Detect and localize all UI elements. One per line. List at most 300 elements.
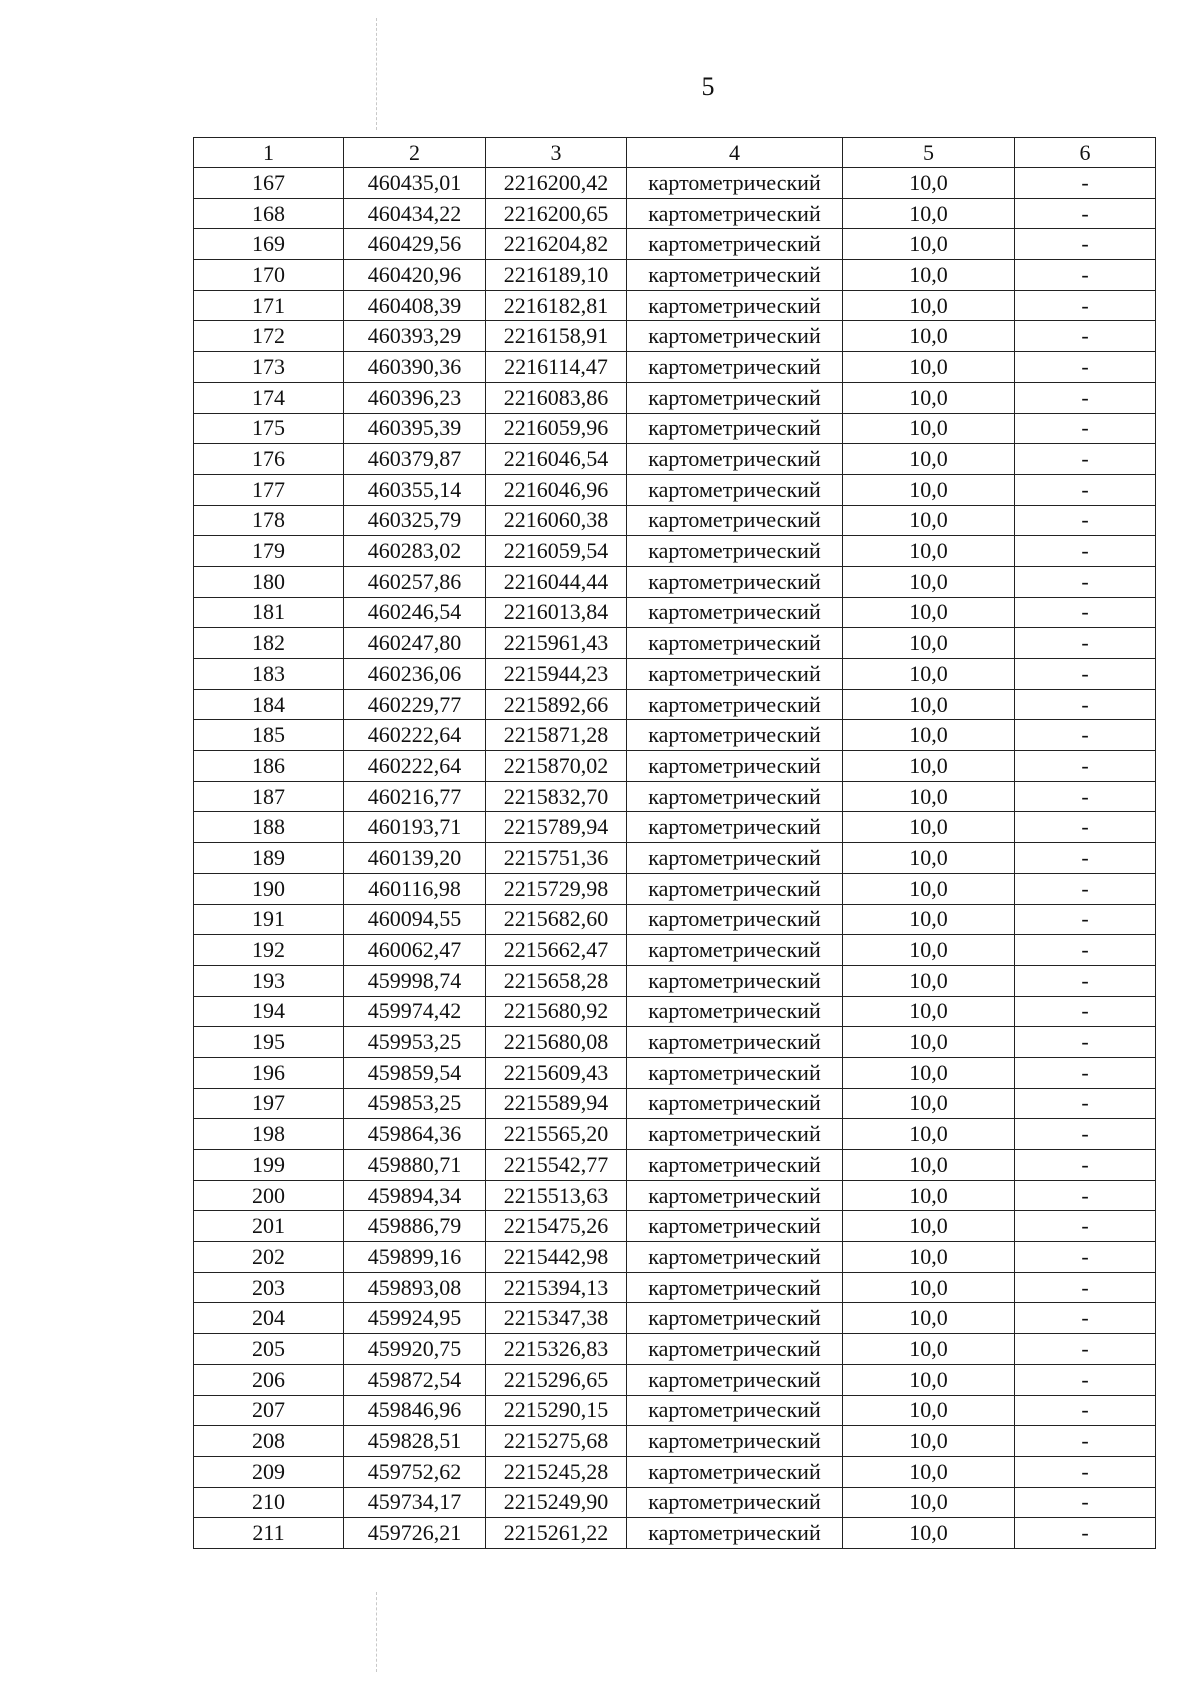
- table-row: [194, 1211, 1156, 1242]
- point-number-cell: 194: [194, 996, 344, 1027]
- x-coordinate-cell: 460216,77: [344, 781, 486, 812]
- note-cell: -: [1015, 1211, 1156, 1242]
- note-cell: -: [1015, 628, 1156, 659]
- point-number-cell: 190: [194, 873, 344, 904]
- point-number-cell: 197: [194, 1088, 344, 1119]
- point-number-cell: 183: [194, 659, 344, 690]
- x-coordinate-cell: 460283,02: [344, 536, 486, 567]
- table-row: [194, 1456, 1156, 1487]
- y-coordinate-cell: 2216044,44: [486, 566, 627, 597]
- y-coordinate-cell: 2216083,86: [486, 382, 627, 413]
- table-row: [194, 1057, 1156, 1088]
- y-coordinate-cell: 2216204,82: [486, 229, 627, 260]
- note-cell: -: [1015, 1395, 1156, 1426]
- table-row: [194, 444, 1156, 475]
- accuracy-cell: 10,0: [843, 1364, 1015, 1395]
- method-cell: картометрический: [627, 751, 843, 782]
- table-row: [194, 659, 1156, 690]
- y-coordinate-cell: 2215609,43: [486, 1057, 627, 1088]
- point-number-cell: 207: [194, 1395, 344, 1426]
- note-cell: -: [1015, 689, 1156, 720]
- point-number-cell: 196: [194, 1057, 344, 1088]
- table-row: [194, 720, 1156, 751]
- y-coordinate-cell: 2216060,38: [486, 505, 627, 536]
- table-row: [194, 290, 1156, 321]
- x-coordinate-cell: 460222,64: [344, 720, 486, 751]
- y-coordinate-cell: 2215944,23: [486, 659, 627, 690]
- accuracy-cell: 10,0: [843, 260, 1015, 291]
- x-coordinate-cell: 459726,21: [344, 1518, 486, 1549]
- method-cell: картометрический: [627, 1180, 843, 1211]
- x-coordinate-cell: 460396,23: [344, 382, 486, 413]
- table-row: [194, 1395, 1156, 1426]
- method-cell: картометрический: [627, 1242, 843, 1273]
- point-number-cell: 210: [194, 1487, 344, 1518]
- accuracy-cell: 10,0: [843, 1057, 1015, 1088]
- y-coordinate-cell: 2215662,47: [486, 935, 627, 966]
- note-cell: -: [1015, 321, 1156, 352]
- point-number-cell: 184: [194, 689, 344, 720]
- point-number-cell: 173: [194, 352, 344, 383]
- accuracy-cell: 10,0: [843, 996, 1015, 1027]
- x-coordinate-cell: 460257,86: [344, 566, 486, 597]
- method-cell: картометрический: [627, 1272, 843, 1303]
- x-coordinate-cell: 460435,01: [344, 168, 486, 199]
- note-cell: -: [1015, 1088, 1156, 1119]
- method-cell: картометрический: [627, 781, 843, 812]
- x-coordinate-cell: 459846,96: [344, 1395, 486, 1426]
- table-row: [194, 382, 1156, 413]
- note-cell: -: [1015, 812, 1156, 843]
- y-coordinate-cell: 2216046,96: [486, 474, 627, 505]
- point-number-cell: 195: [194, 1027, 344, 1058]
- method-cell: картометрический: [627, 1027, 843, 1058]
- x-coordinate-cell: 459752,62: [344, 1456, 486, 1487]
- note-cell: -: [1015, 904, 1156, 935]
- y-coordinate-cell: 2216114,47: [486, 352, 627, 383]
- method-cell: картометрический: [627, 597, 843, 628]
- method-cell: картометрический: [627, 413, 843, 444]
- x-coordinate-cell: 460193,71: [344, 812, 486, 843]
- note-cell: -: [1015, 566, 1156, 597]
- y-coordinate-cell: 2216182,81: [486, 290, 627, 321]
- point-number-cell: 178: [194, 505, 344, 536]
- table-header-row: [194, 138, 1156, 168]
- accuracy-cell: 10,0: [843, 659, 1015, 690]
- table-row: [194, 1518, 1156, 1549]
- x-coordinate-cell: 459880,71: [344, 1150, 486, 1181]
- note-cell: -: [1015, 1303, 1156, 1334]
- accuracy-cell: 10,0: [843, 1242, 1015, 1273]
- accuracy-cell: 10,0: [843, 413, 1015, 444]
- table-row: [194, 1364, 1156, 1395]
- accuracy-cell: 10,0: [843, 781, 1015, 812]
- point-number-cell: 181: [194, 597, 344, 628]
- method-cell: картометрический: [627, 321, 843, 352]
- point-number-cell: 208: [194, 1426, 344, 1457]
- point-number-cell: 202: [194, 1242, 344, 1273]
- y-coordinate-cell: 2215589,94: [486, 1088, 627, 1119]
- accuracy-cell: 10,0: [843, 1088, 1015, 1119]
- note-cell: -: [1015, 1119, 1156, 1150]
- method-cell: картометрический: [627, 1456, 843, 1487]
- note-cell: -: [1015, 382, 1156, 413]
- accuracy-cell: 10,0: [843, 873, 1015, 904]
- method-cell: картометрический: [627, 168, 843, 199]
- point-number-cell: 169: [194, 229, 344, 260]
- method-cell: картометрический: [627, 812, 843, 843]
- method-cell: картометрический: [627, 965, 843, 996]
- table-row: [194, 812, 1156, 843]
- accuracy-cell: 10,0: [843, 689, 1015, 720]
- note-cell: -: [1015, 198, 1156, 229]
- x-coordinate-cell: 460139,20: [344, 843, 486, 874]
- table-row: [194, 935, 1156, 966]
- y-coordinate-cell: 2215565,20: [486, 1119, 627, 1150]
- y-coordinate-cell: 2215832,70: [486, 781, 627, 812]
- table-row: [194, 904, 1156, 935]
- x-coordinate-cell: 459974,42: [344, 996, 486, 1027]
- note-cell: -: [1015, 965, 1156, 996]
- x-coordinate-cell: 460434,22: [344, 198, 486, 229]
- method-cell: картометрический: [627, 290, 843, 321]
- note-cell: -: [1015, 260, 1156, 291]
- accuracy-cell: 10,0: [843, 382, 1015, 413]
- method-cell: картометрический: [627, 996, 843, 1027]
- method-cell: картометрический: [627, 873, 843, 904]
- accuracy-cell: 10,0: [843, 290, 1015, 321]
- y-coordinate-cell: 2216059,96: [486, 413, 627, 444]
- table-row: [194, 168, 1156, 199]
- header-cell: 6: [1015, 138, 1156, 168]
- table-row: [194, 873, 1156, 904]
- y-coordinate-cell: 2215961,43: [486, 628, 627, 659]
- x-coordinate-cell: 460062,47: [344, 935, 486, 966]
- point-number-cell: 175: [194, 413, 344, 444]
- accuracy-cell: 10,0: [843, 1027, 1015, 1058]
- accuracy-cell: 10,0: [843, 321, 1015, 352]
- accuracy-cell: 10,0: [843, 229, 1015, 260]
- note-cell: -: [1015, 1057, 1156, 1088]
- method-cell: картометрический: [627, 1119, 843, 1150]
- y-coordinate-cell: 2215680,08: [486, 1027, 627, 1058]
- note-cell: -: [1015, 1518, 1156, 1549]
- y-coordinate-cell: 2215682,60: [486, 904, 627, 935]
- accuracy-cell: 10,0: [843, 751, 1015, 782]
- table-row: [194, 1303, 1156, 1334]
- note-cell: -: [1015, 873, 1156, 904]
- x-coordinate-cell: 460408,39: [344, 290, 486, 321]
- table-row: [194, 751, 1156, 782]
- note-cell: -: [1015, 1334, 1156, 1365]
- table-row: [194, 536, 1156, 567]
- header-cell: 4: [627, 138, 843, 168]
- y-coordinate-cell: 2215261,22: [486, 1518, 627, 1549]
- table-row: [194, 321, 1156, 352]
- point-number-cell: 170: [194, 260, 344, 291]
- accuracy-cell: 10,0: [843, 597, 1015, 628]
- method-cell: картометрический: [627, 260, 843, 291]
- table-row: [194, 413, 1156, 444]
- accuracy-cell: 10,0: [843, 1487, 1015, 1518]
- y-coordinate-cell: 2215513,63: [486, 1180, 627, 1211]
- point-number-cell: 171: [194, 290, 344, 321]
- note-cell: -: [1015, 290, 1156, 321]
- x-coordinate-cell: 460246,54: [344, 597, 486, 628]
- accuracy-cell: 10,0: [843, 1211, 1015, 1242]
- point-number-cell: 203: [194, 1272, 344, 1303]
- y-coordinate-cell: 2215275,68: [486, 1426, 627, 1457]
- x-coordinate-cell: 460395,39: [344, 413, 486, 444]
- table-row: [194, 996, 1156, 1027]
- y-coordinate-cell: 2215871,28: [486, 720, 627, 751]
- method-cell: картометрический: [627, 1303, 843, 1334]
- note-cell: -: [1015, 505, 1156, 536]
- method-cell: картометрический: [627, 1057, 843, 1088]
- x-coordinate-cell: 459734,17: [344, 1487, 486, 1518]
- table-row: [194, 843, 1156, 874]
- point-number-cell: 200: [194, 1180, 344, 1211]
- coordinates-table: [193, 137, 1156, 1549]
- point-number-cell: 205: [194, 1334, 344, 1365]
- point-number-cell: 177: [194, 474, 344, 505]
- y-coordinate-cell: 2215892,66: [486, 689, 627, 720]
- x-coordinate-cell: 460236,06: [344, 659, 486, 690]
- y-coordinate-cell: 2215296,65: [486, 1364, 627, 1395]
- x-coordinate-cell: 459864,36: [344, 1119, 486, 1150]
- accuracy-cell: 10,0: [843, 1518, 1015, 1549]
- note-cell: -: [1015, 781, 1156, 812]
- accuracy-cell: 10,0: [843, 1303, 1015, 1334]
- table-row: [194, 1426, 1156, 1457]
- note-cell: -: [1015, 168, 1156, 199]
- y-coordinate-cell: 2215542,77: [486, 1150, 627, 1181]
- y-coordinate-cell: 2215751,36: [486, 843, 627, 874]
- x-coordinate-cell: 459998,74: [344, 965, 486, 996]
- note-cell: -: [1015, 444, 1156, 475]
- table-row: [194, 689, 1156, 720]
- x-coordinate-cell: 459953,25: [344, 1027, 486, 1058]
- note-cell: -: [1015, 1180, 1156, 1211]
- y-coordinate-cell: 2215870,02: [486, 751, 627, 782]
- table-row: [194, 260, 1156, 291]
- y-coordinate-cell: 2215245,28: [486, 1456, 627, 1487]
- y-coordinate-cell: 2215680,92: [486, 996, 627, 1027]
- point-number-cell: 211: [194, 1518, 344, 1549]
- x-coordinate-cell: 459886,79: [344, 1211, 486, 1242]
- table-row: [194, 505, 1156, 536]
- method-cell: картометрический: [627, 352, 843, 383]
- table-row: [194, 474, 1156, 505]
- method-cell: картометрический: [627, 904, 843, 935]
- method-cell: картометрический: [627, 935, 843, 966]
- accuracy-cell: 10,0: [843, 1150, 1015, 1181]
- method-cell: картометрический: [627, 720, 843, 751]
- accuracy-cell: 10,0: [843, 168, 1015, 199]
- method-cell: картометрический: [627, 659, 843, 690]
- scan-artifact-line-top: [376, 18, 377, 130]
- note-cell: -: [1015, 720, 1156, 751]
- table-row: [194, 1027, 1156, 1058]
- method-cell: картометрический: [627, 1364, 843, 1395]
- method-cell: картометрический: [627, 1088, 843, 1119]
- table-row: [194, 566, 1156, 597]
- y-coordinate-cell: 2215249,90: [486, 1487, 627, 1518]
- table-row: [194, 1150, 1156, 1181]
- y-coordinate-cell: 2215394,13: [486, 1272, 627, 1303]
- point-number-cell: 189: [194, 843, 344, 874]
- point-number-cell: 187: [194, 781, 344, 812]
- accuracy-cell: 10,0: [843, 1180, 1015, 1211]
- note-cell: -: [1015, 1150, 1156, 1181]
- table-row: [194, 1180, 1156, 1211]
- y-coordinate-cell: 2216189,10: [486, 260, 627, 291]
- point-number-cell: 198: [194, 1119, 344, 1150]
- accuracy-cell: 10,0: [843, 444, 1015, 475]
- point-number-cell: 209: [194, 1456, 344, 1487]
- method-cell: картометрический: [627, 536, 843, 567]
- x-coordinate-cell: 459828,51: [344, 1426, 486, 1457]
- point-number-cell: 193: [194, 965, 344, 996]
- point-number-cell: 206: [194, 1364, 344, 1395]
- x-coordinate-cell: 460390,36: [344, 352, 486, 383]
- accuracy-cell: 10,0: [843, 628, 1015, 659]
- method-cell: картометрический: [627, 1518, 843, 1549]
- method-cell: картометрический: [627, 1395, 843, 1426]
- x-coordinate-cell: 460229,77: [344, 689, 486, 720]
- point-number-cell: 182: [194, 628, 344, 659]
- y-coordinate-cell: 2215729,98: [486, 873, 627, 904]
- table-row: [194, 229, 1156, 260]
- accuracy-cell: 10,0: [843, 720, 1015, 751]
- point-number-cell: 167: [194, 168, 344, 199]
- point-number-cell: 180: [194, 566, 344, 597]
- note-cell: -: [1015, 1242, 1156, 1273]
- x-coordinate-cell: 459899,16: [344, 1242, 486, 1273]
- method-cell: картометрический: [627, 474, 843, 505]
- x-coordinate-cell: 459893,08: [344, 1272, 486, 1303]
- point-number-cell: 188: [194, 812, 344, 843]
- note-cell: -: [1015, 1487, 1156, 1518]
- method-cell: картометрический: [627, 1211, 843, 1242]
- header-cell: 2: [344, 138, 486, 168]
- x-coordinate-cell: 459894,34: [344, 1180, 486, 1211]
- method-cell: картометрический: [627, 1334, 843, 1365]
- point-number-cell: 204: [194, 1303, 344, 1334]
- method-cell: картометрический: [627, 689, 843, 720]
- accuracy-cell: 10,0: [843, 474, 1015, 505]
- note-cell: -: [1015, 413, 1156, 444]
- x-coordinate-cell: 459924,95: [344, 1303, 486, 1334]
- accuracy-cell: 10,0: [843, 1395, 1015, 1426]
- accuracy-cell: 10,0: [843, 505, 1015, 536]
- table-body: [194, 138, 1156, 1549]
- method-cell: картометрический: [627, 843, 843, 874]
- x-coordinate-cell: 460355,14: [344, 474, 486, 505]
- y-coordinate-cell: 2215475,26: [486, 1211, 627, 1242]
- x-coordinate-cell: 460429,56: [344, 229, 486, 260]
- table-row: [194, 1088, 1156, 1119]
- note-cell: -: [1015, 751, 1156, 782]
- accuracy-cell: 10,0: [843, 904, 1015, 935]
- accuracy-cell: 10,0: [843, 1272, 1015, 1303]
- table-row: [194, 352, 1156, 383]
- note-cell: -: [1015, 597, 1156, 628]
- table-row: [194, 781, 1156, 812]
- x-coordinate-cell: 460094,55: [344, 904, 486, 935]
- accuracy-cell: 10,0: [843, 536, 1015, 567]
- y-coordinate-cell: 2216200,42: [486, 168, 627, 199]
- table-row: [194, 1487, 1156, 1518]
- method-cell: картометрический: [627, 382, 843, 413]
- y-coordinate-cell: 2216158,91: [486, 321, 627, 352]
- x-coordinate-cell: 460222,64: [344, 751, 486, 782]
- y-coordinate-cell: 2216200,65: [486, 198, 627, 229]
- point-number-cell: 192: [194, 935, 344, 966]
- table-row: [194, 1119, 1156, 1150]
- table-row: [194, 965, 1156, 996]
- table-row: [194, 628, 1156, 659]
- y-coordinate-cell: 2215789,94: [486, 812, 627, 843]
- method-cell: картометрический: [627, 1426, 843, 1457]
- x-coordinate-cell: 460379,87: [344, 444, 486, 475]
- note-cell: -: [1015, 1426, 1156, 1457]
- accuracy-cell: 10,0: [843, 843, 1015, 874]
- accuracy-cell: 10,0: [843, 965, 1015, 996]
- accuracy-cell: 10,0: [843, 1426, 1015, 1457]
- accuracy-cell: 10,0: [843, 812, 1015, 843]
- table-row: [194, 1242, 1156, 1273]
- y-coordinate-cell: 2216059,54: [486, 536, 627, 567]
- x-coordinate-cell: 460247,80: [344, 628, 486, 659]
- note-cell: -: [1015, 1027, 1156, 1058]
- method-cell: картометрический: [627, 628, 843, 659]
- method-cell: картометрический: [627, 566, 843, 597]
- point-number-cell: 168: [194, 198, 344, 229]
- note-cell: -: [1015, 843, 1156, 874]
- header-cell: 3: [486, 138, 627, 168]
- x-coordinate-cell: 460393,29: [344, 321, 486, 352]
- y-coordinate-cell: 2215658,28: [486, 965, 627, 996]
- note-cell: -: [1015, 474, 1156, 505]
- table-row: [194, 198, 1156, 229]
- page-number: 5: [701, 72, 715, 101]
- accuracy-cell: 10,0: [843, 566, 1015, 597]
- method-cell: картометрический: [627, 1150, 843, 1181]
- note-cell: -: [1015, 935, 1156, 966]
- x-coordinate-cell: 459872,54: [344, 1364, 486, 1395]
- point-number-cell: 186: [194, 751, 344, 782]
- x-coordinate-cell: 460420,96: [344, 260, 486, 291]
- point-number-cell: 199: [194, 1150, 344, 1181]
- note-cell: -: [1015, 352, 1156, 383]
- x-coordinate-cell: 460116,98: [344, 873, 486, 904]
- note-cell: -: [1015, 1272, 1156, 1303]
- note-cell: -: [1015, 659, 1156, 690]
- x-coordinate-cell: 460325,79: [344, 505, 486, 536]
- point-number-cell: 185: [194, 720, 344, 751]
- x-coordinate-cell: 459853,25: [344, 1088, 486, 1119]
- method-cell: картометрический: [627, 505, 843, 536]
- method-cell: картометрический: [627, 229, 843, 260]
- point-number-cell: 174: [194, 382, 344, 413]
- header-cell: 5: [843, 138, 1015, 168]
- method-cell: картометрический: [627, 198, 843, 229]
- accuracy-cell: 10,0: [843, 352, 1015, 383]
- y-coordinate-cell: 2215290,15: [486, 1395, 627, 1426]
- accuracy-cell: 10,0: [843, 935, 1015, 966]
- y-coordinate-cell: 2215326,83: [486, 1334, 627, 1365]
